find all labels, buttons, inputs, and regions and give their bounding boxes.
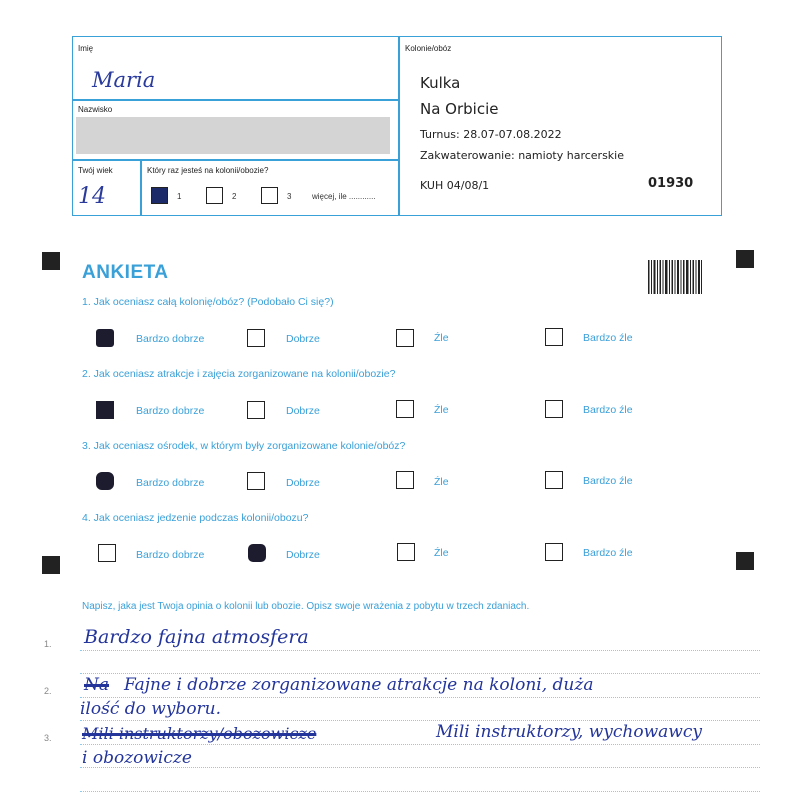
header-age-divider (140, 159, 142, 216)
answer-line-3c (80, 791, 760, 792)
header-row-line-2 (72, 159, 399, 161)
header-divider (398, 36, 400, 216)
age-label: Twój wiek (78, 166, 113, 175)
q4-option-dobrze: Dobrze (286, 549, 320, 561)
name-label: Imię (78, 44, 94, 53)
q3-checkbox-dobrze[interactable] (247, 472, 265, 490)
corner-marker-top-right (736, 250, 754, 268)
q1-checkbox-zle[interactable] (396, 329, 414, 347)
answer-line-1a (80, 650, 760, 651)
q4-checkbox-dobrze[interactable] (248, 544, 266, 562)
corner-marker-bottom-right (736, 552, 754, 570)
q3-checkbox-bardzo-zle[interactable] (545, 471, 563, 489)
surname-redaction (76, 117, 390, 154)
answer-2-text: Fajne i dobrze zorganizowane atrakcje na koloni, duża (124, 675, 594, 695)
camp-code: KUH 04/08/1 (420, 179, 490, 192)
times-option-3: 3 (287, 192, 292, 201)
q3-option-bardzo-zle: Bardzo źle (583, 475, 633, 487)
q2-checkbox-bardzo-dobrze[interactable] (96, 401, 114, 419)
times-option-1: 1 (177, 192, 182, 201)
question-4: 4. Jak oceniasz jedzenie podczas kolonii/obozu? (82, 512, 309, 524)
corner-marker-bottom-left (42, 556, 60, 574)
line-number-1: 1. (44, 639, 52, 649)
times-more-label: więcej, ile ............ (312, 192, 376, 201)
answer-line-2a (80, 697, 760, 698)
turnus: Turnus: 28.07-07.08.2022 (420, 128, 562, 141)
age-value: 14 (78, 184, 106, 209)
header-row-line-1 (72, 99, 399, 101)
camp-name-line1: Kulka (420, 74, 461, 92)
q1-option-bardzo-dobrze: Bardzo dobrze (136, 333, 205, 345)
q2-option-bardzo-zle: Bardzo źle (583, 404, 633, 416)
q1-checkbox-dobrze[interactable] (247, 329, 265, 347)
q3-option-dobrze: Dobrze (286, 477, 320, 489)
answer-3-text: Mili instruktorzy, wychowawcy (436, 722, 702, 742)
survey-title: ANKIETA (82, 262, 169, 283)
question-3: 3. Jak oceniasz ośrodek, w którym były zorganizowane kolonie/obóz? (82, 440, 406, 452)
answer-1-text: Bardzo fajna atmosfera (84, 626, 309, 648)
q2-option-zle: Źle (434, 404, 449, 416)
question-1: 1. Jak oceniasz całą kolonię/obóz? (Podobało Ci się?) (82, 296, 334, 308)
q4-checkbox-zle[interactable] (397, 543, 415, 561)
q1-option-zle: Źle (434, 332, 449, 344)
camp-label: Kolonie/obóz (405, 44, 452, 53)
name-value: Maria (92, 68, 156, 92)
q2-checkbox-bardzo-zle[interactable] (545, 400, 563, 418)
q4-checkbox-bardzo-dobrze[interactable] (98, 544, 116, 562)
q1-option-dobrze: Dobrze (286, 333, 320, 345)
barcode-icon (648, 260, 702, 294)
times-checkbox-3[interactable] (261, 187, 278, 204)
accommodation: Zakwaterowanie: namioty harcerskie (420, 149, 624, 162)
line-number-3: 3. (44, 733, 52, 743)
times-option-2: 2 (232, 192, 237, 201)
q2-option-bardzo-dobrze: Bardzo dobrze (136, 405, 205, 417)
q4-checkbox-bardzo-zle[interactable] (545, 543, 563, 561)
form-number: 01930 (648, 176, 694, 191)
answer-2-continued: ilość do wyboru. (80, 699, 222, 719)
question-2: 2. Jak oceniasz atrakcje i zajęcia zorganizowane na kolonii/obozie? (82, 368, 396, 380)
times-checkbox-2[interactable] (206, 187, 223, 204)
q2-checkbox-dobrze[interactable] (247, 401, 265, 419)
answer-line-3a (80, 744, 760, 745)
q4-option-bardzo-zle: Bardzo źle (583, 547, 633, 559)
q3-option-bardzo-dobrze: Bardzo dobrze (136, 477, 205, 489)
q3-option-zle: Źle (434, 476, 449, 488)
q1-checkbox-bardzo-zle[interactable] (545, 328, 563, 346)
opinion-instruction: Napisz, jaka jest Twoja opinia o kolonii lub obozie. Opisz swoje wrażenia z pobytu w trzech zdaniach. (82, 601, 530, 612)
q2-option-dobrze: Dobrze (286, 405, 320, 417)
q1-checkbox-bardzo-dobrze[interactable] (96, 329, 114, 347)
q4-option-bardzo-dobrze: Bardzo dobrze (136, 549, 205, 561)
corner-marker-top-left (42, 252, 60, 270)
camp-name-line2: Na Orbicie (420, 100, 499, 118)
line-number-2: 2. (44, 686, 52, 696)
answer-3-strikeout: Mili instruktorzy/obozowicze (82, 724, 317, 743)
q2-checkbox-zle[interactable] (396, 400, 414, 418)
q3-checkbox-bardzo-dobrze[interactable] (96, 472, 114, 490)
answer-2-strikeout: Na (84, 675, 110, 695)
times-label: Który raz jesteś na kolonii/obozie? (147, 166, 269, 175)
times-checkbox-1[interactable] (151, 187, 168, 204)
answer-line-1b (80, 673, 760, 674)
q4-option-zle: Źle (434, 547, 449, 559)
answer-3-continued: i obozowicze (82, 748, 192, 768)
answer-line-2b (80, 720, 760, 721)
surname-label: Nazwisko (78, 105, 113, 114)
q1-option-bardzo-zle: Bardzo źle (583, 332, 633, 344)
q3-checkbox-zle[interactable] (396, 471, 414, 489)
